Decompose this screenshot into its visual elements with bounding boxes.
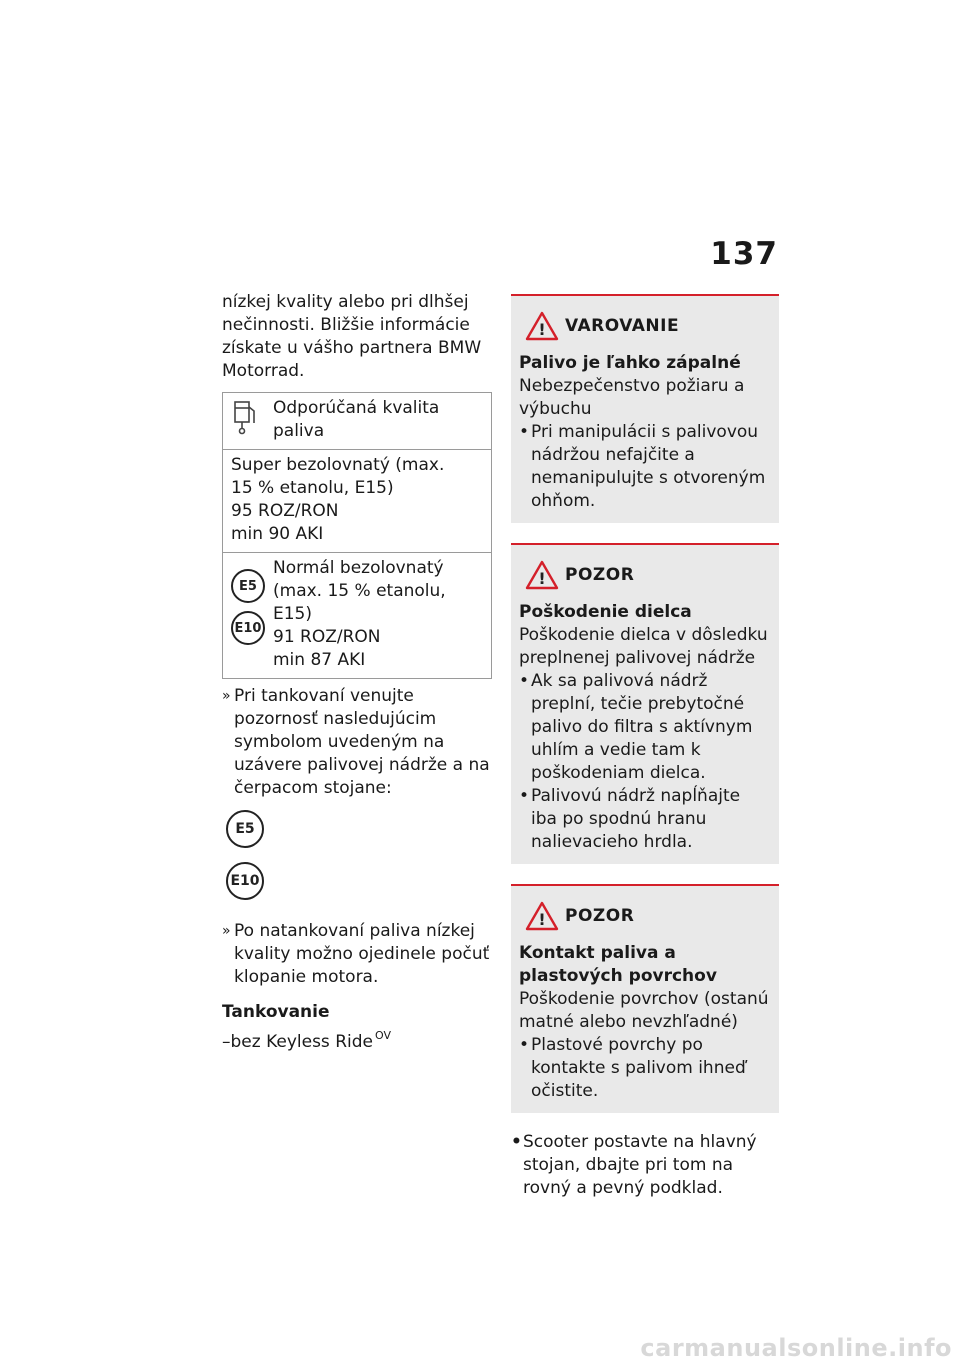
step-refuel-symbols xyxy=(222,685,492,800)
e5-symbol: E5 xyxy=(226,810,264,848)
warning-triangle-icon xyxy=(519,559,565,591)
warning-text: Poškodenie povrchov (ostanú matné alebo nevzhľadné) xyxy=(519,989,769,1032)
table-cell: 91 ROZ/RON xyxy=(273,627,381,647)
e10-symbol: E10 xyxy=(226,862,264,900)
table-header-row xyxy=(223,393,491,449)
svg-text:!: ! xyxy=(538,569,546,588)
table-badges xyxy=(231,557,273,645)
watermark: carmanualsonline.info xyxy=(640,1334,952,1362)
warning-triangle-icon xyxy=(519,310,565,342)
final-step xyxy=(511,1131,779,1200)
e10-badge: E10 xyxy=(231,611,265,645)
step-marker: » xyxy=(222,688,231,704)
svg-text:!: ! xyxy=(538,320,546,339)
fuel-pump-icon xyxy=(231,397,273,442)
warning-bullet: • Palivovú nádrž napĺňajte iba po spodnú hranu nalievacieho hrdla. xyxy=(519,786,741,852)
warning-label: POZOR xyxy=(565,906,635,926)
svg-text:!: ! xyxy=(538,910,546,929)
warning-bullet: • Plastové povrchy po kontakte s palivom ihneď očistite. xyxy=(519,1035,746,1101)
fuel-quality-table xyxy=(222,392,492,679)
step-text: Pri tankovaní venujte pozornosť nasledujúcim symbolom uvedeným na uzávere palivovej nádrže a na čerpacom stojane: xyxy=(234,686,490,798)
table-row-super xyxy=(223,449,491,552)
table-cell: Super bezolovnatý (max. xyxy=(231,455,445,475)
final-step-text: Scooter postavte na hlavný stojan, dbajte pri tom na rovný a pevný podklad. xyxy=(523,1132,757,1198)
subheading-text: –bez Keyless Ride xyxy=(222,1032,373,1052)
table-cell: E15) xyxy=(273,604,313,624)
warning-box-pozor-1 xyxy=(511,543,779,864)
section-subheading xyxy=(222,1024,492,1054)
ov-superscript: OV xyxy=(374,1029,391,1042)
table-cell: Normál bezolovnatý xyxy=(273,558,444,578)
table-row-normal xyxy=(223,552,491,678)
warning-label: POZOR xyxy=(565,565,635,585)
table-cell: 15 % etanolu, E15) xyxy=(231,478,394,498)
warning-box-pozor-2 xyxy=(511,884,779,1113)
warning-triangle-icon xyxy=(519,900,565,932)
warning-bullet: • Ak sa palivová nádrž preplní, tečie prebytočné palivo do filtra s aktívnym uhlím a vedie tam k poškodeniam dielca. xyxy=(519,671,753,783)
table-cell: 95 ROZ/RON xyxy=(231,501,339,521)
warning-text: Poškodenie dielca v dôsledku preplnenej palivovej nádrže xyxy=(519,625,768,668)
e5-badge: E5 xyxy=(231,569,265,603)
warning-bullet: • Pri manipulácii s palivovou nádržou nefajčite a nemanipulujte s otvoreným ohňom. xyxy=(519,422,766,511)
table-header-text: Odporúčaná kvalita paliva xyxy=(273,398,440,441)
right-column xyxy=(511,294,779,1200)
warning-box-varovanie xyxy=(511,294,779,523)
warning-title: Palivo je ľahko zápalné xyxy=(519,353,741,373)
page-number: 137 xyxy=(710,236,778,272)
intro-paragraph: nízkej kvality alebo pri dlhšej nečinnosti. Bližšie informácie získate u vášho partnera BMW Motorrad. xyxy=(222,292,482,381)
step-text: Po natankovaní paliva nízkej kvality možno ojedinele počuť klopanie motora. xyxy=(234,921,490,987)
warning-text: Nebezpečenstvo požiaru a výbuchu xyxy=(519,376,745,419)
table-cell: min 87 AKI xyxy=(273,650,366,670)
warning-label: VAROVANIE xyxy=(565,316,680,336)
warning-title: Poškodenie dielca xyxy=(519,602,692,622)
step-knocking xyxy=(222,920,492,989)
fuel-symbols xyxy=(226,810,492,914)
step-marker: » xyxy=(222,923,231,939)
bullet-dot: • xyxy=(511,1132,522,1152)
table-cell: min 90 AKI xyxy=(231,524,324,544)
left-column xyxy=(222,291,492,1054)
warning-title: Kontakt paliva a plastových povrchov xyxy=(519,943,717,986)
table-cell: (max. 15 % etanolu, xyxy=(273,581,446,601)
section-heading: Tankovanie xyxy=(222,1002,330,1022)
